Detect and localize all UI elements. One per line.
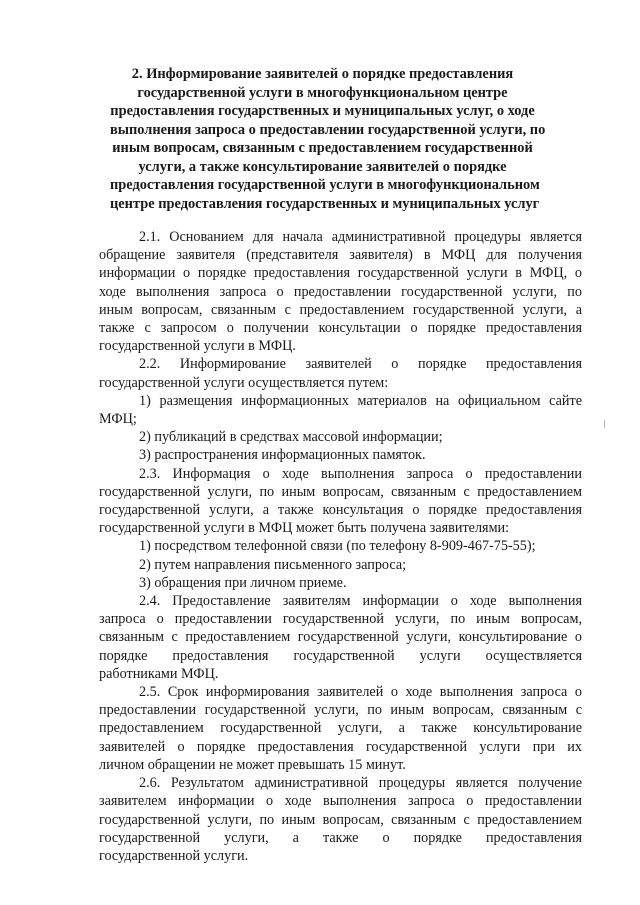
list-item-line: 1) размещения информационных материалов на официальном сайте <box>139 392 582 409</box>
paragraph-2-5-line: предоставлением государственной услуги, а также консультирование <box>99 720 582 737</box>
paragraph-2-2-line: государственной услуги осуществляется путем: <box>99 374 389 391</box>
paragraph-2-3-line: 2.3. Информация о ходе выполнения запроса о предоставлении <box>139 465 582 482</box>
heading-line: предоставления государственной услуги в многофункциональном <box>110 177 540 193</box>
paragraph-2-3-line: государственной услуги, а также консультация о порядке предоставления <box>99 502 582 519</box>
heading-line: выполнения запроса о предоставлении государственной услуги, по <box>110 121 546 138</box>
heading-line: 2. Информирование заявителей о порядке предоставления <box>131 66 514 82</box>
list-item-line: 2) публикаций в средствах массовой информации; <box>139 429 443 446</box>
paragraph-2-1-line: 2.1. Основанием для начала административной процедуры является <box>139 229 582 245</box>
section-heading <box>110 65 546 213</box>
paragraph-2-2-line: 2.2. Информирование заявителей о порядке предоставления <box>139 356 582 373</box>
paragraph-2-6-line: государственной услуги, а также о порядке предоставления <box>99 829 582 846</box>
heading-line: центре предоставления государственных и муниципальных услуг <box>110 195 540 212</box>
paragraph-2-6-line: государственной услуги, по иным вопросам, связанным с предоставлением <box>99 811 582 828</box>
paragraph-2-1-line: также с запросом о получении консультации о порядке предоставления <box>99 320 582 337</box>
paragraph-2-4-line: запроса о предоставлении государственной услуги, по иным вопросам, <box>99 611 582 628</box>
paragraph-2-5-line: заявителей о порядке предоставления государственной услуги при их <box>99 738 582 755</box>
paragraph-2-6-line: заявителем информации о ходе выполнения запроса о предоставлении <box>99 793 582 810</box>
list-item-line: 3) распространения информационных памяток. <box>139 447 426 464</box>
paragraph-2-3-line: государственной услуги, по иным вопросам, связанным с предоставлением <box>99 483 582 500</box>
paragraph-2-1-line: государственной услуги в МФЦ. <box>99 338 296 355</box>
paragraph-2-5-line: 2.5. Срок информирования заявителей о ходе выполнения запроса о <box>139 684 582 701</box>
paragraph-2-5-line: личном обращении не может превышать 15 минут. <box>99 756 406 773</box>
paragraph-2-1-line: иным вопросам, связанным с предоставлением государственной услуги, а <box>99 301 582 318</box>
paragraph-2-1-line: ходе выполнения запроса о предоставлении государственной услуги, по <box>99 283 582 300</box>
paragraph-2-4-line: связанным с предоставлением государственной услуги, консультирование о <box>99 629 582 646</box>
list-item-line: 1) посредством телефонной связи (по телефону 8-909-467-75-55); <box>139 538 536 555</box>
heading-line: государственной услуги в многофункциональном центре <box>137 84 508 101</box>
paragraph-2-5-line: предоставлении государственной услуги, по иным вопросам, связанным с <box>99 702 582 719</box>
paragraph-2-4-line: 2.4. Предоставление заявителям информации о ходе выполнения <box>139 593 582 610</box>
paragraph-2-1-line: информации о порядке предоставления государственной услуги в МФЦ, о <box>99 265 582 282</box>
paragraph-2-4-line: работниками МФЦ. <box>99 665 219 682</box>
paragraph-2-6-line: государственной услуги. <box>99 847 249 864</box>
heading-line: предоставления государственных и муниципальных услуг, о ходе <box>110 103 535 119</box>
heading-line: услуги, а также консультирование заявителей о порядке <box>138 158 507 175</box>
paragraph-2-3-line: государственной услуги в МФЦ может быть получена заявителями: <box>99 520 510 537</box>
paragraph-2-1-line: обращение заявителя (представителя заявителя) в МФЦ для получения <box>99 247 582 264</box>
list-item-line: МФЦ; <box>99 411 137 428</box>
scan-artifact <box>604 420 605 428</box>
list-item-line: 3) обращения при личном приеме. <box>139 574 347 591</box>
list-item-line: 2) путем направления письменного запроса; <box>139 556 407 573</box>
heading-line: иным вопросам, связанным с предоставлением государственной <box>112 140 533 156</box>
body-text <box>99 228 582 865</box>
paragraph-2-6-line: 2.6. Результатом административной процедуры является получение <box>139 775 582 792</box>
paragraph-2-4-line: порядке предоставления государственной услуги осуществляется <box>99 647 582 664</box>
